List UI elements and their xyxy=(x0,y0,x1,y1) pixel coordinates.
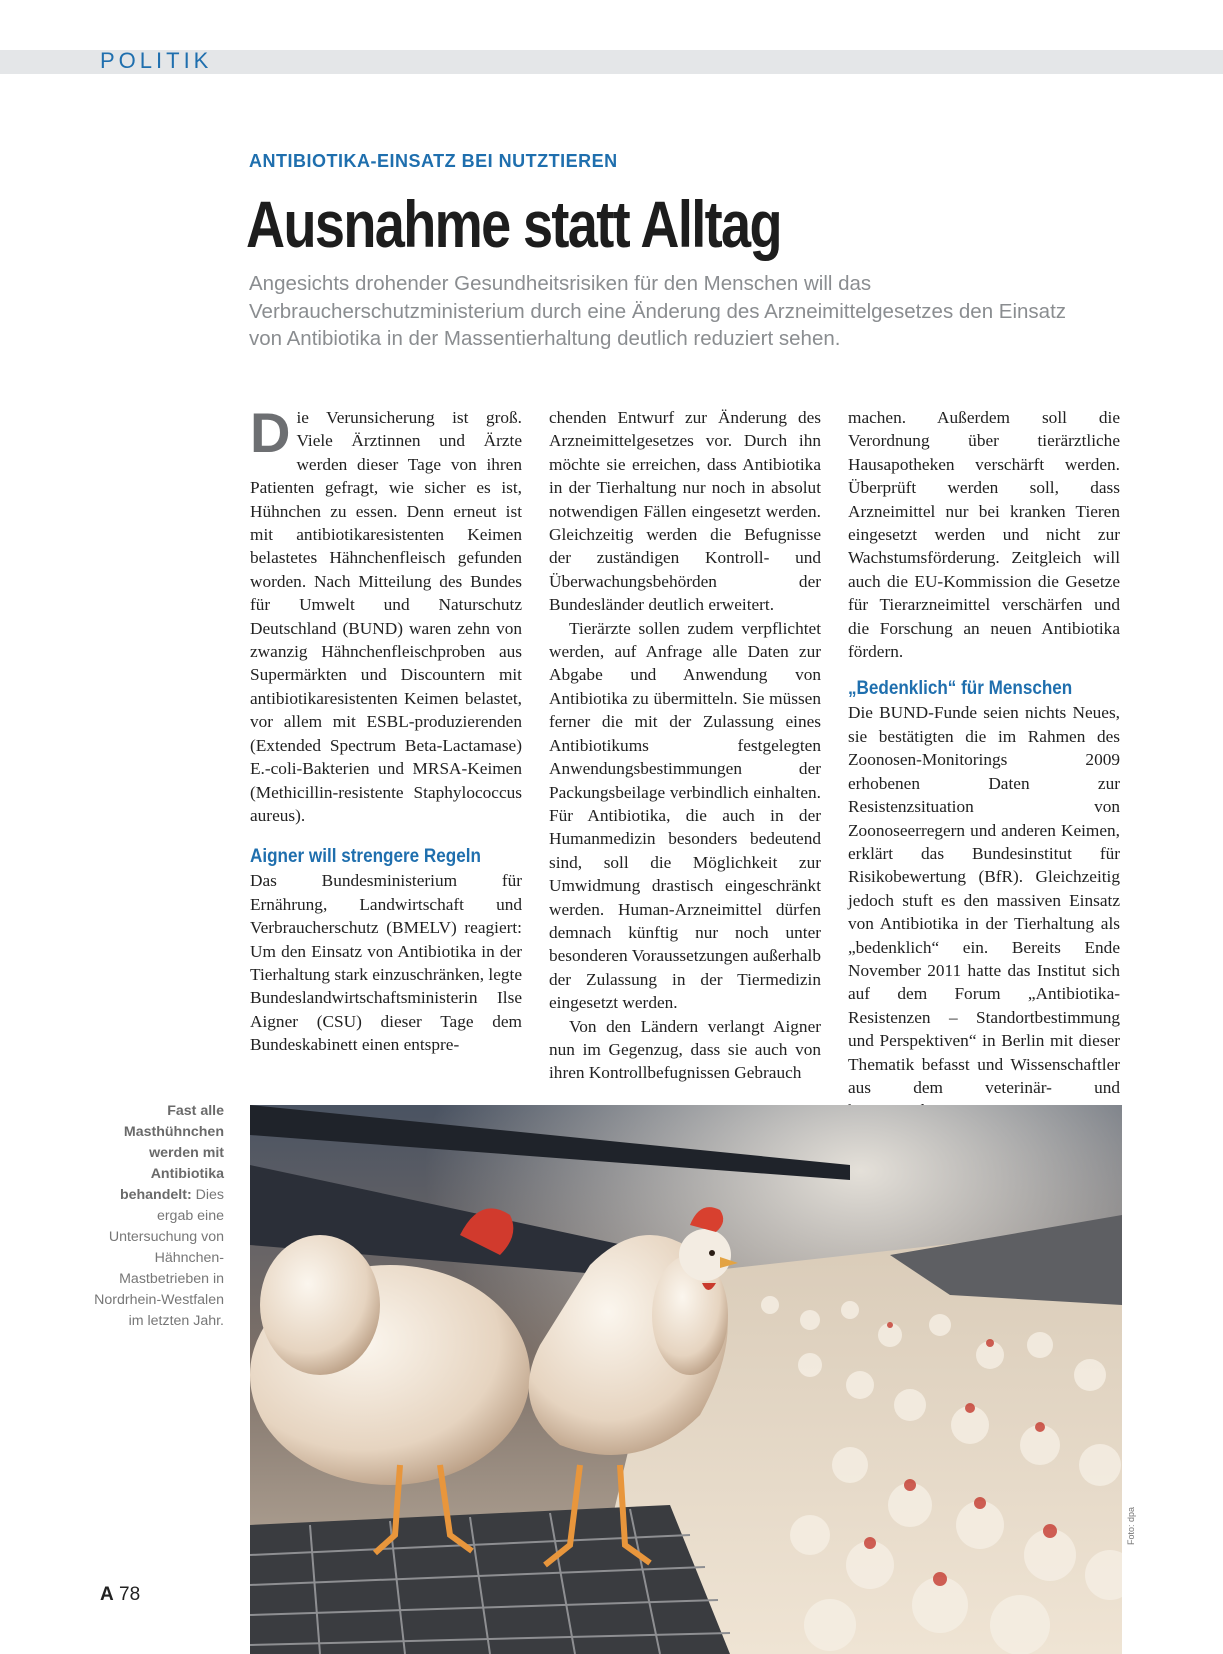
drop-cap: D xyxy=(250,401,291,464)
paragraph-text: ie Verunsicherung ist groß. Viele Ärztinnen und Ärzte werden dieser Tage von ihren Patienten gefragt, wie sicher es ist, Hühnchen zu essen. Denn erneut ist mit antibiotikaresistenten Keimen belastetes Hähnchenfleisch gefunden worden. Nach Mitteilung des Bundes für Umwelt und Naturschutz Deutschland (BUND) waren zehn von zwanzig Hähnchenfleischproben aus Supermärkten und Discountern mit antibiotikaresistenten Keimen belastet, vor allem mit ESBL-produzierenden (Extended Spectrum Beta-Lactamase) E.-coli-Bakterien und MRSA-Keimen (Methicillin-resistente Staphylococcus aureus). xyxy=(250,408,522,825)
paragraph: Von den Ländern verlangt Aigner nun im Gegenzug, dass sie auch von ihren Kontrollbefugnissen Gebrauch xyxy=(549,1016,821,1083)
text-column-1 xyxy=(250,401,522,1057)
page-number xyxy=(100,1584,140,1606)
article-kicker: ANTIBIOTIKA-EINSATZ BEI NUTZTIEREN xyxy=(249,151,618,171)
photo-chickens xyxy=(250,1105,1122,1654)
photo-credit: Foto: dpa xyxy=(1126,1506,1136,1545)
subheading: „Bedenklich“ für Menschen xyxy=(848,678,1073,700)
section-label: POLITIK xyxy=(100,48,213,73)
caption-text: Dies ergab eine Untersuchung von Hähnchen-Mastbetrieben in Nordrhein-Westfalen im letzten Jahr. xyxy=(94,1187,224,1329)
paragraph: Tierärzte sollen zudem verpflichtet werden, auf Anfrage alle Daten zur Abgabe und Anwendung von Antibiotika zu übermitteln. Sie müssen ferner die mit der Zulassung eines Antibiotikums festgelegten Anwendungsbestimmungen der Packungsbeilage verbindlich einhalten. Für Antibiotika, die auch in der Humanmedizin besonders bedeutend sind, soll die Möglichkeit zur Umwidmung drastisch eingeschränkt werden. Human-Arzneimittel dürfen demnach künftig nur noch unter besonderen Voraussetzungen außerhalb der Zulassung in der Tiermedizin eingesetzt werden. xyxy=(549,618,821,1013)
article-lead: Angesichts drohender Gesundheitsrisiken für den Menschen will das Verbraucherschutzministerium durch eine Änderung des Arzneimittelgesetzes den Einsatz von Antibiotika in der Massentierhaltung deutlich reduziert sehen. xyxy=(249,272,1067,350)
photo-caption xyxy=(86,1101,224,1332)
page-number-value: 78 xyxy=(119,1584,141,1605)
paragraph: chenden Entwurf zur Änderung des Arzneimittelgesetzes vor. Durch ihn möchte sie erreichen, dass Antibiotika in der Tierhaltung nur noch in absolut notwendigen Fällen eingesetzt werden. Gleichzeitig werden die Befugnisse der zuständigen Kontroll- und Überwachungsbehörden der Bundesländer deutlich erweitert. xyxy=(549,408,821,615)
paragraph: Das Bundesministerium für Ernährung, Landwirtschaft und Verbraucherschutz (BMELV) reagiert: Um den Einsatz von Antibiotika in der Tierhaltung stark einzuschränken, legte Bundeslandwirtschaftsministerin Ilse Aigner (CSU) dieser Tage dem Bundeskabinett einen entspre- xyxy=(250,871,522,1055)
paragraph: Die BUND-Funde seien nichts Neues, sie bestätigten die im Rahmen des Zoonosen-Monitorings 2009 erhobenen Daten zur Resistenzsituation von Zoonoseerregern und anderen Keimen, erklärt das Bundesinstitut für Risikobewertung (BfR). Gleichzeitig jedoch stuft es den massiven Einsatz von Antibiotika in der Tierhaltung als „bedenklich“ ein. Bereits Ende November 2011 hatte das Institut sich auf dem Forum „Antibiotika-Resistenzen – Standortbestimmung und Perspektiven“ in Berlin mit dieser Thematik befasst und Wissenschaftler aus dem veterinär- und xyxy=(848,703,1120,1097)
article-headline: Ausnahme statt Alltag xyxy=(246,187,781,261)
page-prefix: A xyxy=(100,1584,114,1605)
paragraph xyxy=(250,401,522,827)
paragraph: machen. Außerdem soll die Verordnung über tierärztliche Hausapotheken verschärft werden. Überprüft werden soll, dass Arzneimittel nur bei kranken Tieren eingesetzt werden und nicht zur Wachstumsförderung. Zeitgleich will auch die EU-Kommission die Gesetze für Tierarzneimittel verschärfen und die Forschung an neuen Antibiotika fördern. xyxy=(848,408,1120,662)
photo-illustration xyxy=(250,1105,1122,1654)
text-column-3 xyxy=(848,406,1120,1123)
caption-bold: Fast alle Masthühnchen werden mit Antibiotika behandelt: xyxy=(119,1103,224,1203)
text-column-2 xyxy=(549,406,821,1085)
subheading: Aigner will strengere Regeln xyxy=(250,846,481,868)
